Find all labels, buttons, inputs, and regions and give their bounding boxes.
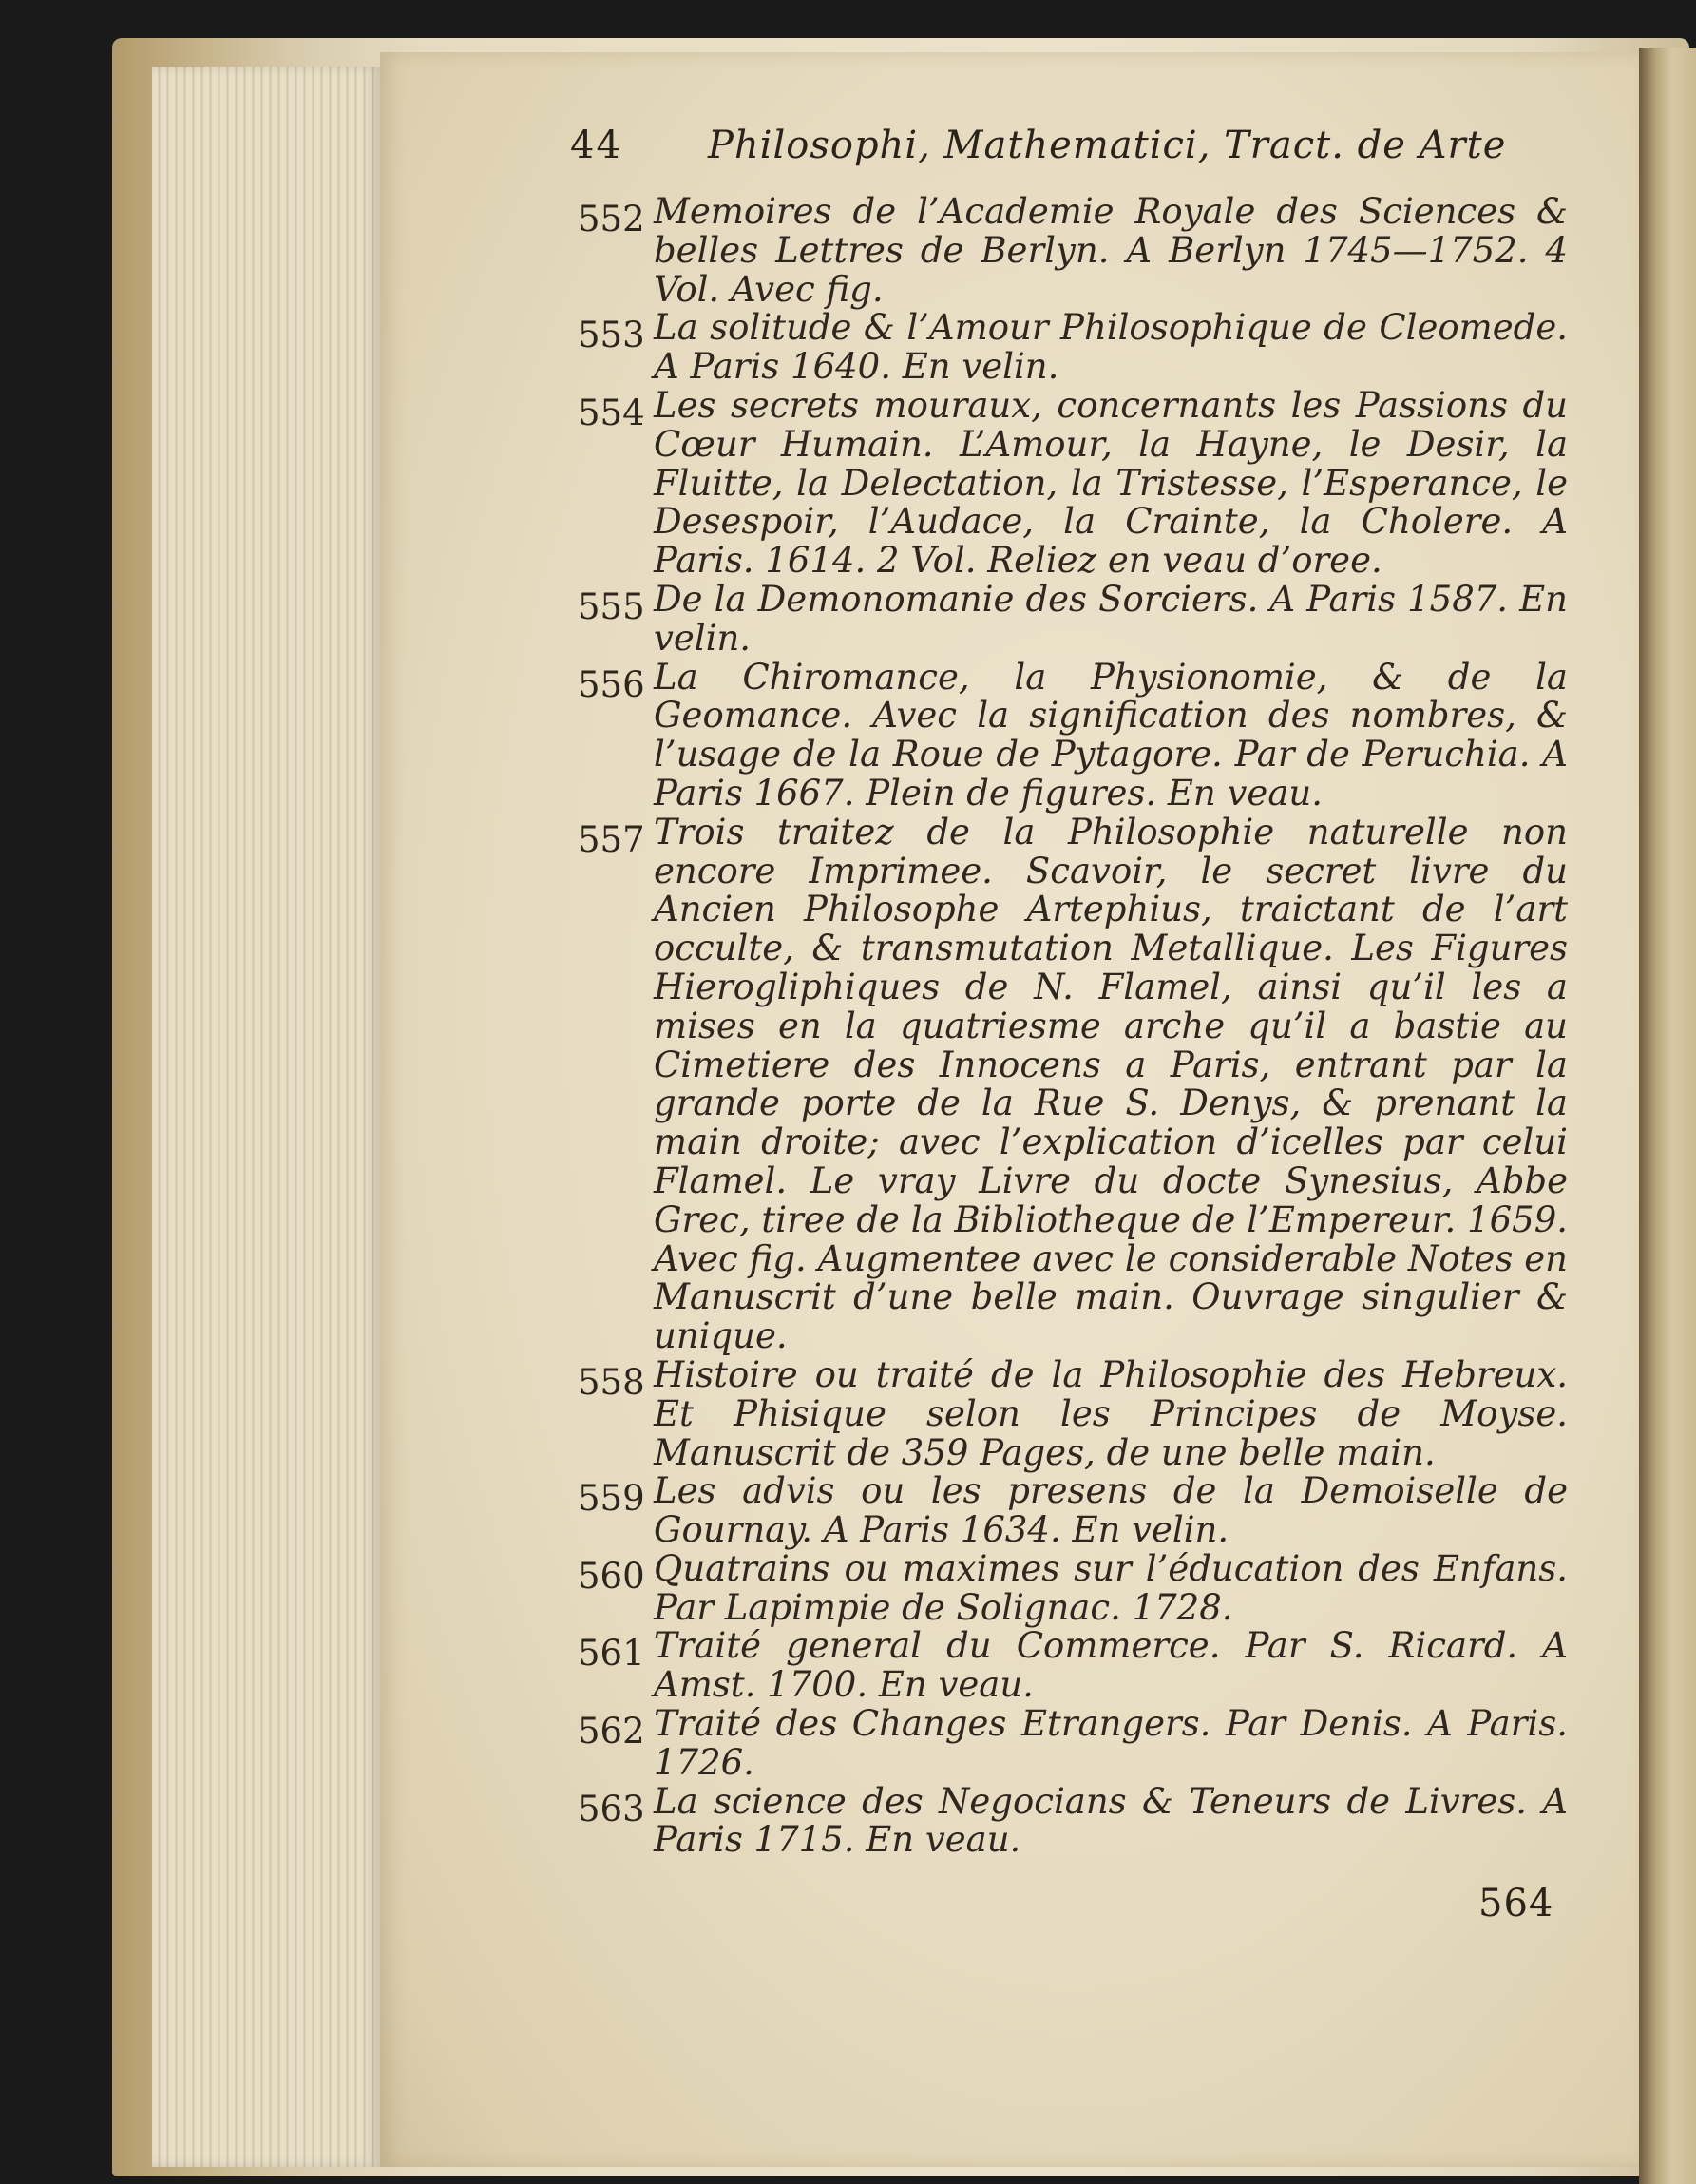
entry-text: Traité des Changes Etrangers. Par Denis. A Paris. 1726. — [654, 1703, 1568, 1783]
catalogue-entry — [570, 656, 1568, 814]
catalogue-entry — [570, 1780, 1568, 1861]
catalogue-entry — [570, 1472, 1568, 1550]
entry-number: 559 — [578, 1478, 645, 1520]
catchword: 564 — [1478, 1882, 1554, 1925]
entry-number: 556 — [578, 663, 645, 705]
entry-text: Histoire ou traité de la Philosophie des Hebreux. Et Phisique selon les Principes de Moyse. Manuscrit de 359 Pages, de une belle main. — [654, 1353, 1568, 1473]
entry-number: 563 — [578, 1788, 645, 1830]
entry-text: Quatrains ou maximes sur l’éducation des Enfans. Par Lapimpie de Solignac. 1728. — [654, 1547, 1568, 1628]
running-title: Philosophi, Mathematici, Tract. de Arte — [708, 124, 1507, 167]
entry-text: La Chiromance, la Physionomie, & de la Geomance. Avec la signification des nombres, & l’usage de la Roue de Pytagore. Par de Peruchia. A Paris 1667. Plein de figures. En veau. — [654, 656, 1568, 814]
catalogue-entry — [570, 1705, 1568, 1783]
entry-number: 557 — [578, 818, 645, 860]
entry-text: De la Demonomanie des Sorciers. A Paris 1587. En velin. — [654, 578, 1568, 659]
catalogue-entry — [570, 193, 1568, 309]
catalogue-entry — [570, 1547, 1568, 1628]
entry-text: Memoires de l’Academie Royale des Sciences & belles Lettres de Berlyn. A Berlyn 1745—1752. 4 Vol. Avec fig. — [654, 191, 1568, 310]
entry-number: 552 — [578, 199, 645, 239]
entry-number: 553 — [578, 315, 645, 356]
facing-page-edge — [1639, 48, 1696, 2184]
entry-text: La science des Negocians & Teneurs de Livres. A Paris 1715. En veau. — [654, 1780, 1568, 1861]
entry-text: La solitude & l’Amour Philosophique de Cleomede. A Paris 1640. En velin. — [654, 307, 1568, 388]
entry-number: 561 — [578, 1633, 645, 1675]
entry-text: Les advis ou les presens de la Demoiselle de Gournay. A Paris 1634. En velin. — [654, 1470, 1568, 1551]
catalogue-entry — [570, 309, 1568, 387]
entry-number: 558 — [578, 1361, 645, 1403]
catalogue-entry — [570, 1353, 1568, 1473]
catalogue-entry — [570, 384, 1568, 582]
page-number: 44 — [570, 124, 622, 167]
entry-number: 555 — [578, 585, 645, 627]
entry-text: Trois traitez de la Philosophie naturelle non encore Imprimee. Scavoir, le secret livre du Ancien Philosophe Artephius, traictant de l’art occulte, & transmutation Metallique. Les Figures Hierogliphiques de N. Flamel, ainsi qu’il les a mises en la quatriesme arche qu’il a bastie au Cimetiere des Innocens a Paris, entrant par la grande porte de la Rue S. Denys, & prenant la main droite; avec l’explication d’icelles par celui Flamel. Le vray Livre du docte Synesius, Abbe Grec, tiree de la Bibliotheque de l’Empereur. 1659. Avec fig. Augmentee avec le considerable Notes en Manuscrit d’une belle main. Ouvrage singulier & unique. — [654, 811, 1568, 1357]
entry-text: Les secrets mouraux, concernants les Passions du Cœur Humain. L’Amour, la Hayne, le Desir, la Fluitte, la Delectation, la Tristesse, l’Esperance, le Desespoir, l’Audace, la Crainte, la Cholere. A Paris. 1614. 2 Vol. Reliez en veau d’oree. — [654, 384, 1568, 582]
catalogue-entry — [570, 1627, 1568, 1705]
entry-number: 560 — [578, 1555, 645, 1597]
running-head — [570, 124, 1615, 181]
entry-number: 554 — [578, 392, 645, 433]
catalogue-entry — [570, 578, 1568, 659]
catalogue-entry — [570, 811, 1568, 1357]
catalogue-entries — [570, 193, 1568, 1860]
entry-text: Traité general du Commerce. Par S. Ricard. A Amst. 1700. En veau. — [654, 1625, 1568, 1706]
page-edges — [152, 67, 380, 2167]
entry-number: 562 — [578, 1711, 645, 1753]
